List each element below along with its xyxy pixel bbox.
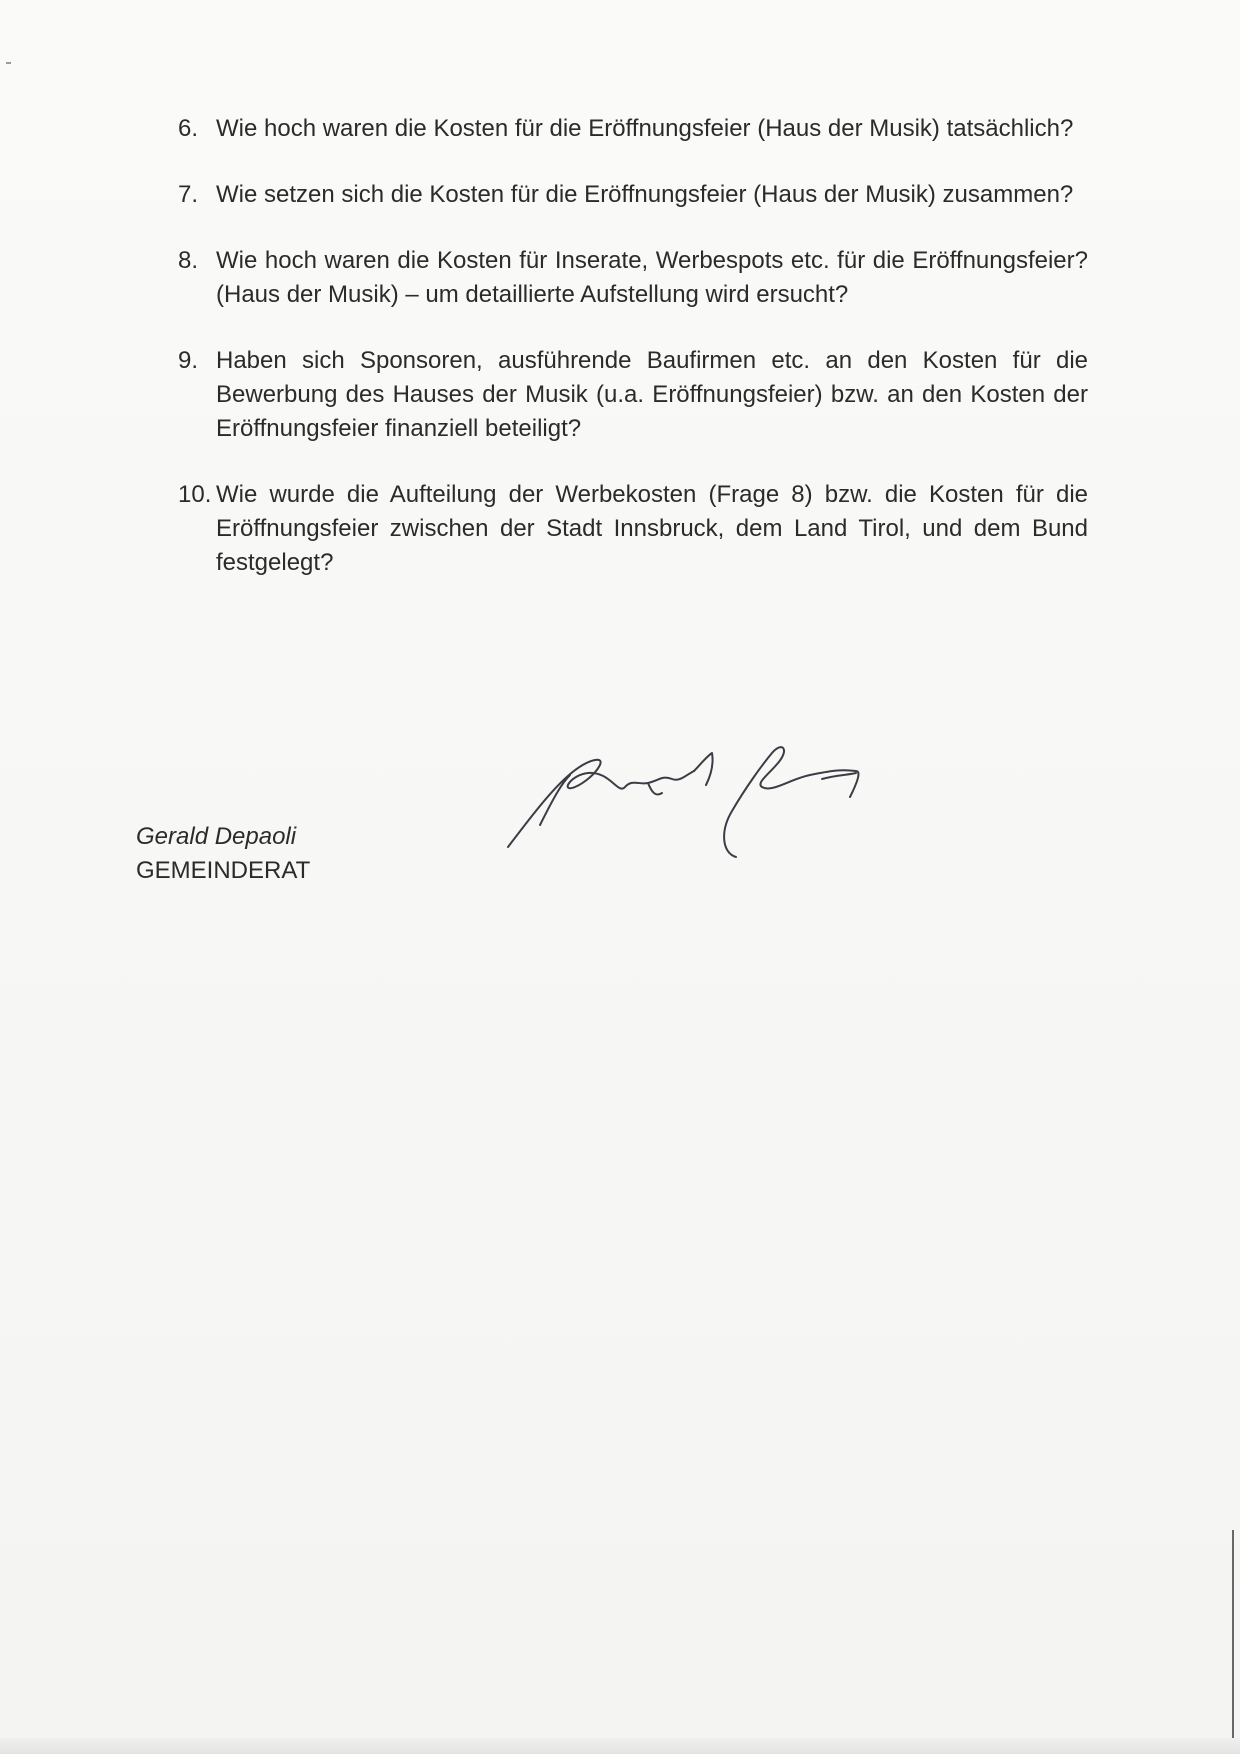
question-item [178,178,1088,212]
question-number: 8. [178,247,199,274]
scan-artifact-edge-bottom [0,1738,1240,1754]
question-number: 6. [178,115,199,142]
question-text: Haben sich Sponsoren, ausführende Baufirmen etc. an den Kosten für die Bewerbung des Hauses der Musik (u.a. Eröffnungsfeier) bzw. an den Kosten der Eröffnungsfeier finanziell beteiligt? [216,347,1088,442]
question-number: 9. [178,347,199,374]
question-item [178,112,1088,146]
signature-block [136,820,310,888]
signer-role: GEMEINDERAT [136,857,311,884]
question-number: 10. [178,481,212,508]
scan-artifact-dot [6,62,11,64]
question-text: Wie setzen sich die Kosten für die Eröffnungsfeier (Haus der Musik) zusammen? [216,181,1074,208]
question-item [178,244,1088,312]
question-item [178,344,1088,446]
handwritten-signature [500,735,920,875]
question-number: 7. [178,181,199,208]
question-list [178,112,1088,612]
scan-artifact-edge-right [1232,1530,1234,1740]
signer-name: Gerald Depaoli [136,823,297,850]
question-text: Wie hoch waren die Kosten für die Eröffnungsfeier (Haus der Musik) tatsächlich? [216,115,1074,142]
question-item [178,478,1088,580]
question-text: Wie hoch waren die Kosten für Inserate, Werbespots etc. für die Eröffnungsfeier? (Haus der Musik) – um detaillierte Aufstellung wird ersucht? [216,247,1088,308]
question-text: Wie wurde die Aufteilung der Werbekosten (Frage 8) bzw. die Kosten für die Eröffnungsfeier zwischen der Stadt Innsbruck, dem Land Tirol, und dem Bund festgelegt? [216,481,1088,576]
